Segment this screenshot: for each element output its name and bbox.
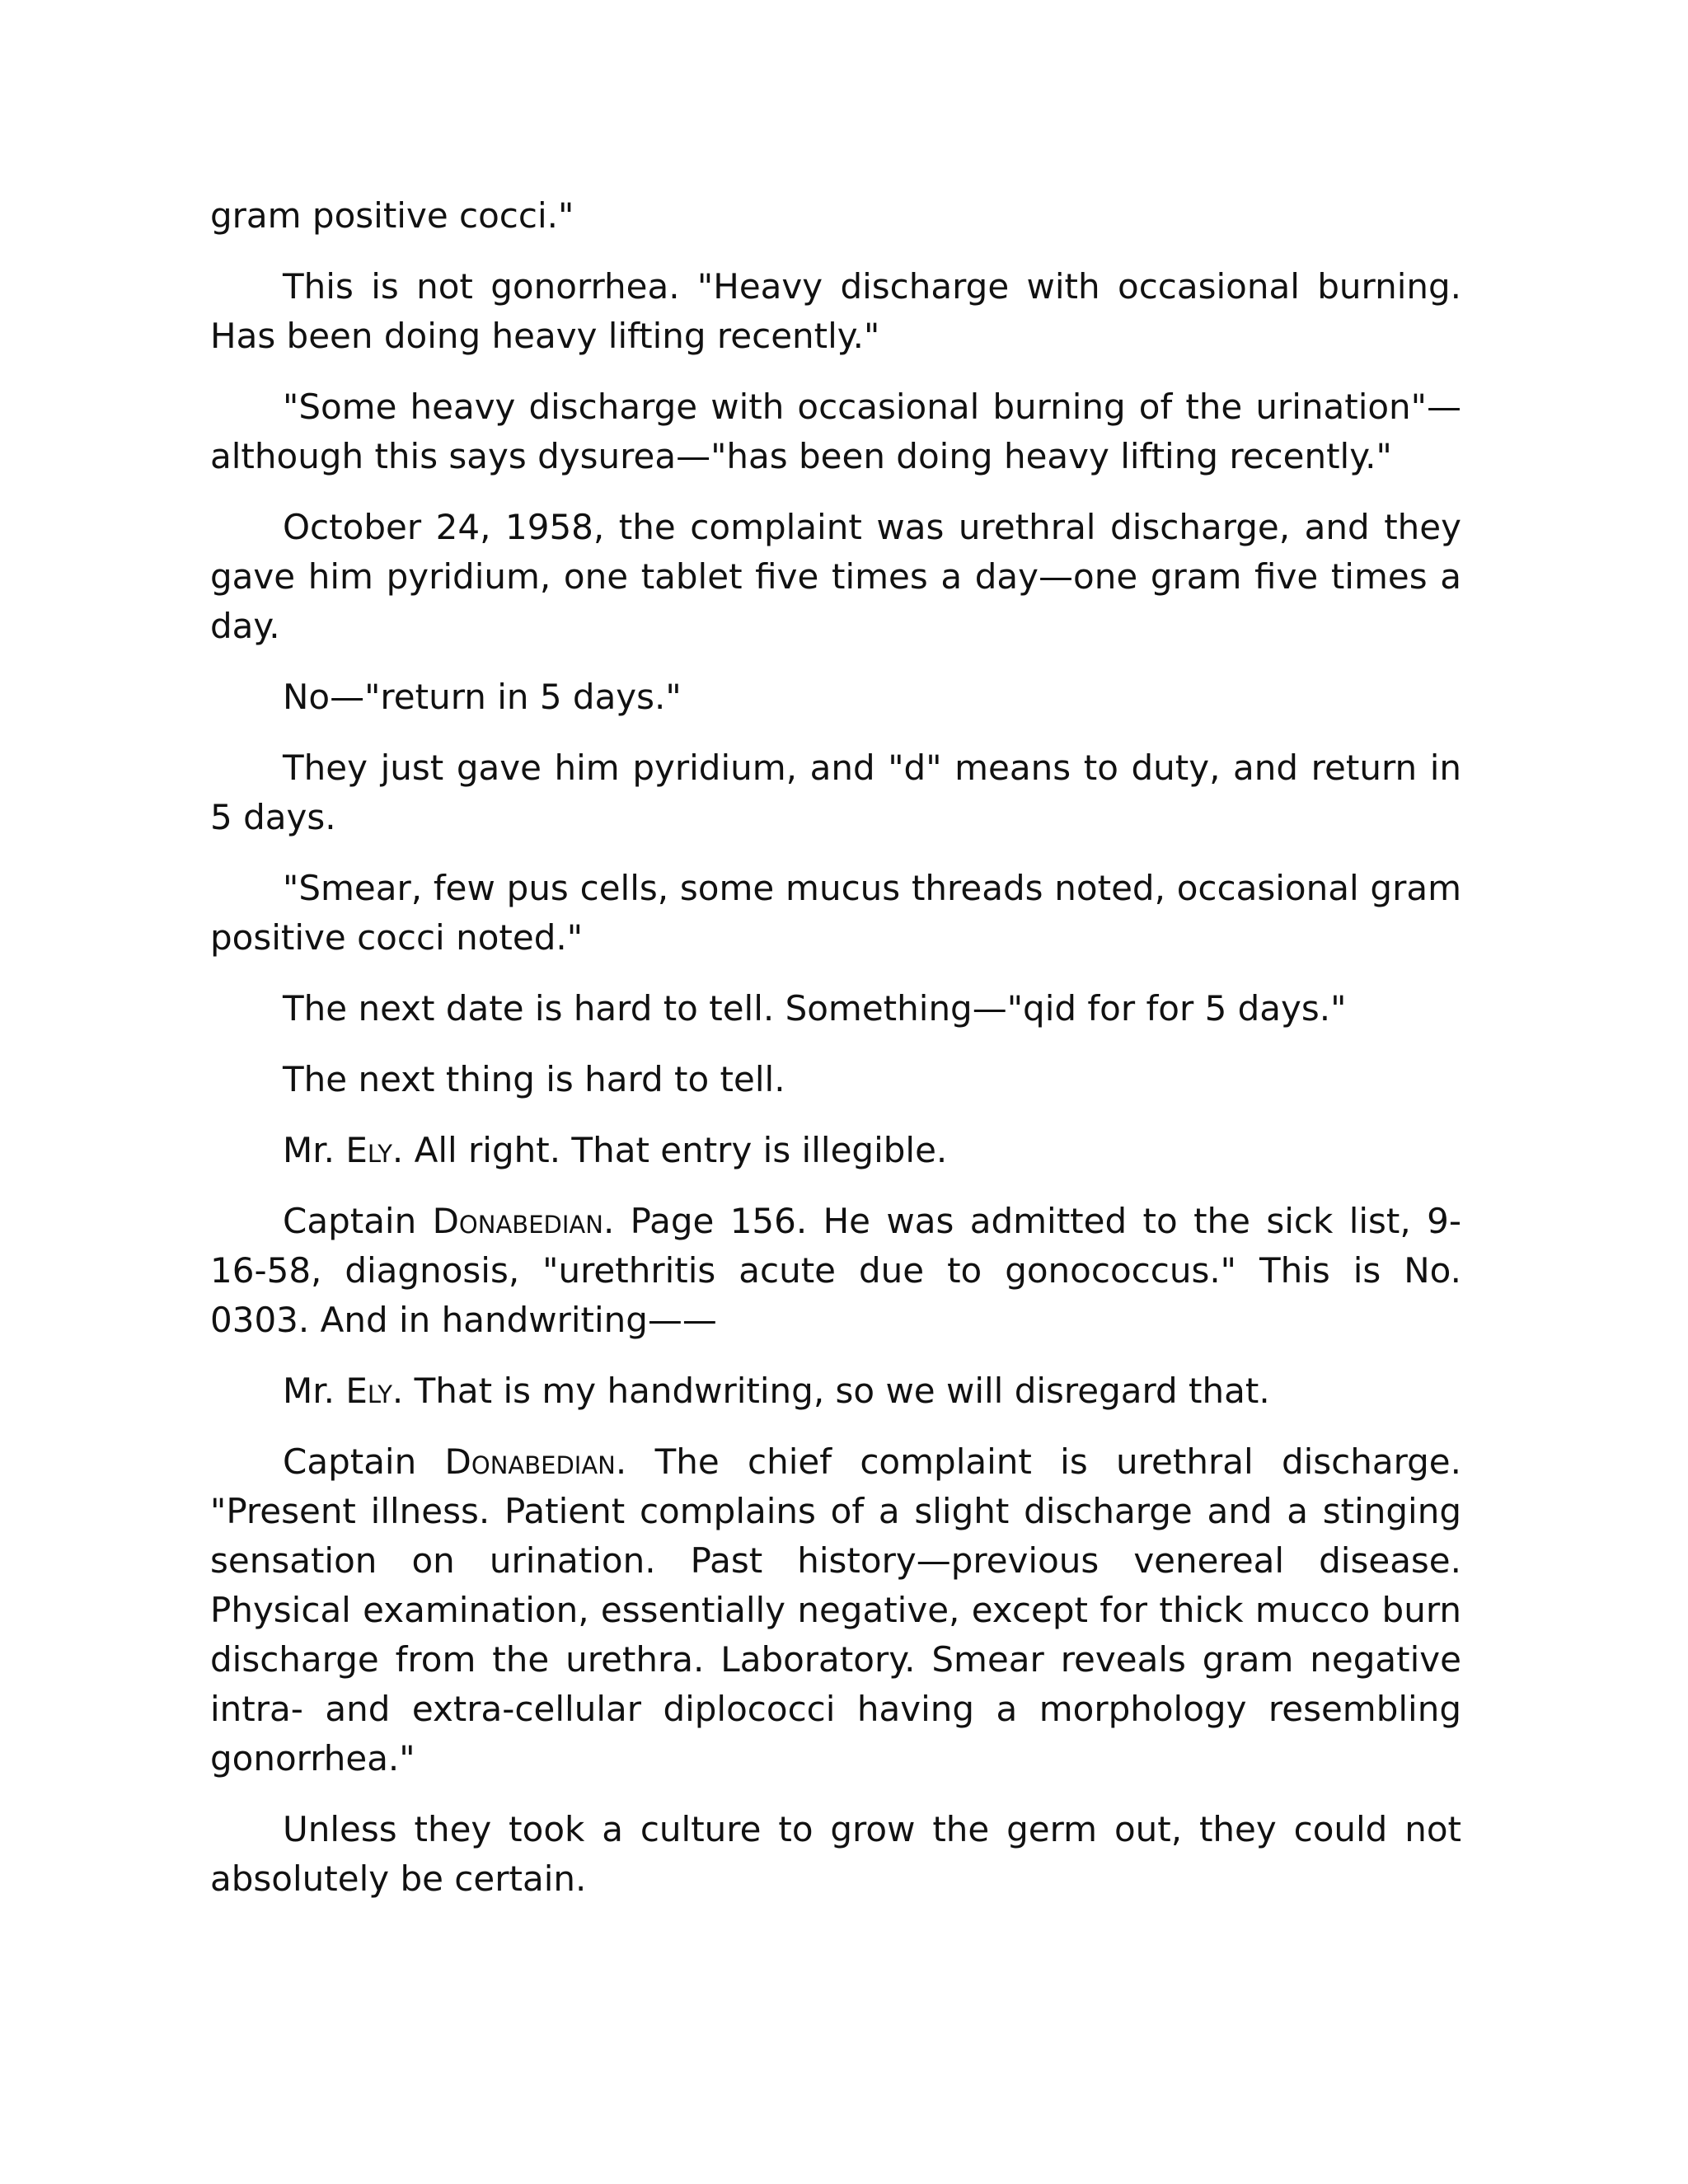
speaker-name: Donabedian — [444, 1441, 616, 1482]
speaker-paragraph — [210, 1366, 1461, 1416]
paragraph-text: The next date is hard to tell. Something—"qid for for 5 days." — [283, 988, 1347, 1029]
paragraph — [210, 1805, 1461, 1904]
paragraph-text: Unless they took a culture to grow the germ out, they could not absolutely be certain. — [210, 1809, 1461, 1899]
paragraph-text: . All right. That entry is illegible. — [392, 1130, 948, 1170]
paragraph-text: . Page 156. He was admitted to the sick list, 9-16-58, diagnosis, "urethritis acute due to gonococcus." This is No. 0303. And in handwriting—— — [210, 1201, 1461, 1340]
paragraph-text: . The chief complaint is urethral discharge. "Present illness. Patient complains of a slight discharge and a stinging sensation on urination. Past history—previous venereal disease. Physical examination, essentially negative, except for thick mucco burn discharge from the urethra. Laboratory. Smear reveals gram negative intra- and extra-cellular diplococci having a morphology resembling gonorrhea." — [210, 1441, 1461, 1779]
paragraph — [210, 382, 1461, 481]
paragraph — [210, 1055, 1461, 1104]
paragraph-text: The next thing is hard to tell. — [283, 1059, 785, 1099]
paragraph-text: They just gave him pyridium, and "d" means to duty, and return in 5 days. — [210, 748, 1461, 837]
paragraph — [210, 673, 1461, 722]
speaker-name: Donabedian — [432, 1201, 603, 1241]
paragraph-text: gram positive cocci." — [210, 195, 574, 236]
paragraph — [210, 262, 1461, 361]
speaker-name: Ely — [345, 1371, 392, 1411]
document-page — [210, 191, 1461, 1925]
paragraph-text: This is not gonorrhea. "Heavy discharge with occasional burning. Has been doing heavy lifting recently." — [210, 266, 1461, 356]
speaker-title: Captain — [283, 1441, 417, 1482]
paragraph-text: October 24, 1958, the complaint was urethral discharge, and they gave him pyridium, one tablet five times a day—one gram five times a day. — [210, 507, 1461, 646]
paragraph-text: "Some heavy discharge with occasional burning of the urination"—although this says dysurea—"has been doing heavy lifting recently." — [210, 387, 1461, 476]
paragraph — [210, 864, 1461, 963]
paragraph — [210, 984, 1461, 1033]
paragraph-text: "Smear, few pus cells, some mucus threads noted, occasional gram positive cocci noted." — [210, 868, 1461, 958]
speaker-title: Mr. — [283, 1371, 335, 1411]
speaker-paragraph — [210, 1197, 1461, 1345]
speaker-paragraph — [210, 1437, 1461, 1783]
speaker-name: Ely — [345, 1130, 392, 1170]
paragraph — [210, 743, 1461, 842]
paragraph-text: . That is my handwriting, so we will disregard that. — [392, 1371, 1270, 1411]
speaker-title: Mr. — [283, 1130, 335, 1170]
speaker-paragraph — [210, 1126, 1461, 1175]
paragraph — [210, 503, 1461, 651]
paragraph-continuation — [210, 191, 1461, 241]
speaker-title: Captain — [283, 1201, 417, 1241]
paragraph-text: No—"return in 5 days." — [283, 677, 682, 717]
